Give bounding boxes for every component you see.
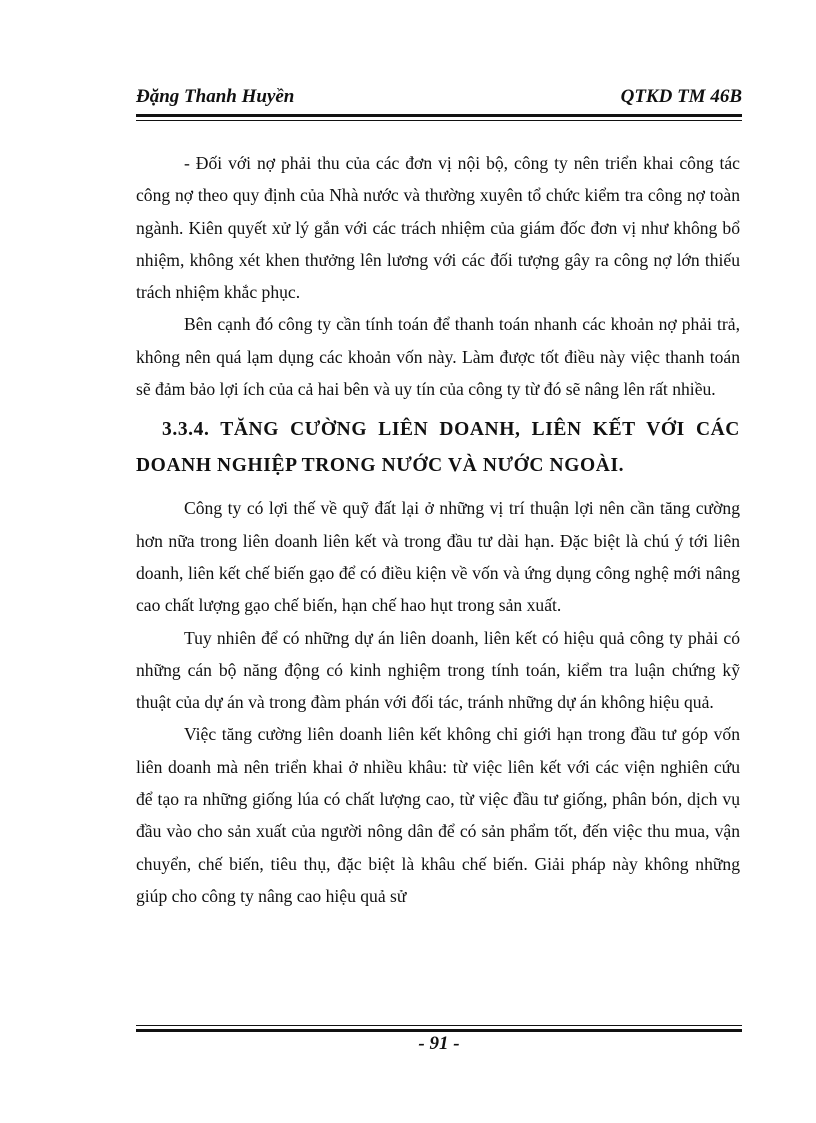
header-author: Đặng Thanh Huyền [136,86,295,107]
paragraph-land-advantage: Công ty có lợi thế về quỹ đất lại ở những vị trí thuận lợi nên cần tăng cường hơn nữa trong liên doanh liên kết và trong đầu tư dài hạn. Đặc biệt là chú ý tới liên doanh, liên kết chế biến gạo để có điều kiện về vốn và ứng dụng công nghệ mới nâng cao chất lượng gạo chế biến, hạn chế hao hụt trong sản xuất. [136,498,740,616]
page-header [136,83,742,113]
paragraph-payables: Bên cạnh đó công ty cần tính toán để thanh toán nhanh các khoản nợ phải trả, không nên quá lạm dụng các khoản vốn này. Làm được tốt điều này việc thanh toán sẽ đảm bảo lợi ích của cả hai bên và uy tín của công ty từ đó sẽ nâng lên rất nhiều. [136,314,740,400]
paragraph-joint-venture-scope: Việc tăng cường liên doanh liên kết không chỉ giới hạn trong đầu tư góp vốn liên doanh mà nên triển khai ở nhiều khâu: từ việc liên kết với các viện nghiên cứu để tạo ra những giống lúa có chất lượng cao, từ việc đầu tư giống, phân bón, dịch vụ đầu vào cho sản xuất của người nông dân để có sản phẩm tốt, đến việc thu mua, vận chuyển, chế biến, tiêu thụ, đặc biệt là khâu chế biến. Giải pháp này không những giúp cho công ty nâng cao hiệu quả sử [136,724,740,906]
page-number: - 91 - [418,1033,460,1054]
header-class-code: QTKD TM 46B [620,86,742,107]
section-heading: 3.3.4. TĂNG CƯỜNG LIÊN DOANH, LIÊN KẾT VỚI CÁC DOANH NGHIỆP TRONG NƯỚC VÀ NƯỚC NGOÀI. [136,419,740,477]
header-rule-thick [136,114,742,117]
page-body [136,147,740,912]
paragraph-receivables: - Đối với nợ phải thu của các đơn vị nội bộ, công ty nên triển khai công tác công nợ theo quy định của Nhà nước và thường xuyên tổ chức kiểm tra công nợ toàn ngành. Kiên quyết xử lý gắn với các trách nhiệm của giám đốc đơn vị như không bổ nhiệm, không xét khen thưởng lên lương với các đối tượng gây ra công nợ lớn thiếu trách nhiệm khắc phục. [136,153,740,303]
header-rule-thin [136,120,742,121]
footer-rule-thick [136,1029,742,1032]
footer-rule-thin [136,1025,742,1026]
paragraph-joint-venture-staff: Tuy nhiên để có những dự án liên doanh, liên kết có hiệu quả công ty phải có những cán bộ năng động có kinh nghiệm trong tính toán, kiểm tra luận chứng kỹ thuật của dự án và trong đàm phán với đối tác, tránh những dự án không hiệu quả. [136,627,740,713]
